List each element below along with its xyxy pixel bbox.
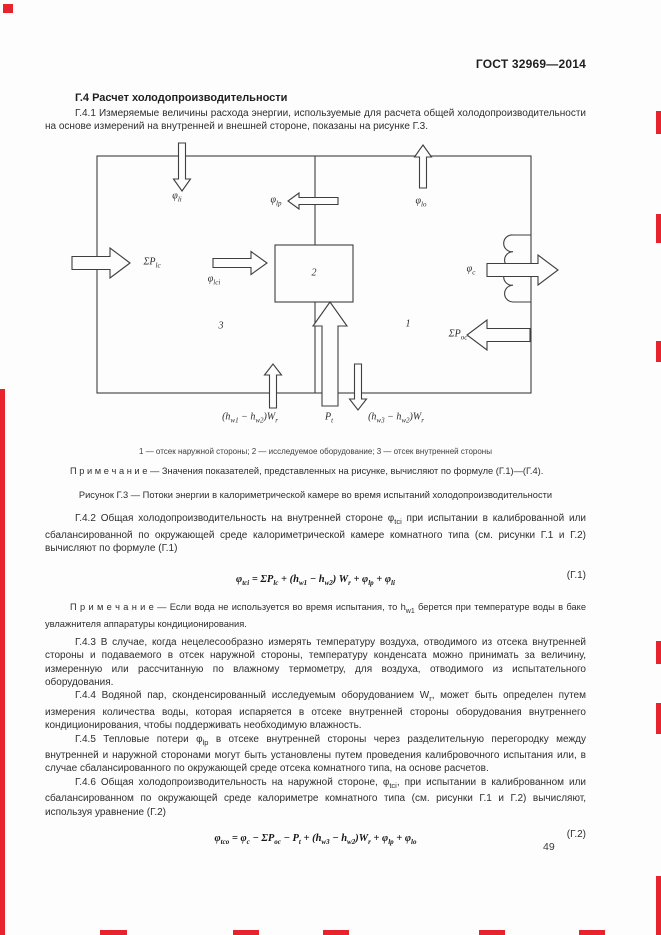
label-zone-1: 1 xyxy=(405,318,411,330)
formula-g2 xyxy=(45,828,586,846)
paragraph-g4-1: Г.4.1 Измеряемые величины расхода энергии, используемые для расчета общей холодопроизводительности на основе измерений на внутренней и внешней стороне, показаны на рисунке Г.3. xyxy=(45,108,586,133)
arrow-phi-li xyxy=(174,143,191,191)
arrow-sum-p-oc xyxy=(467,320,530,350)
figure-g3-diagram xyxy=(0,140,661,435)
formula-g1 xyxy=(45,569,586,587)
section-title: Г.4 Расчет холодопроизводительности xyxy=(75,92,288,104)
label-water-in: $(h_{w1} - h_{w2})W_r$ xyxy=(222,411,278,425)
energy-flow-diagram xyxy=(0,140,661,435)
label-p-t: $P_t$ xyxy=(324,411,334,425)
red-bottom-edge-mark xyxy=(479,930,505,935)
red-right-edge-mark xyxy=(656,111,661,134)
figure-note: П р и м е ч а н и е — Значения показателей, представленных на рисунке, вычисляют по формуле (Г.1)—(Г.4). xyxy=(70,465,544,476)
label-water-out: $(h_{w3} - h_{w2})W_r$ xyxy=(368,411,424,425)
arrow-phi-lo xyxy=(415,145,432,188)
arrow-water-in xyxy=(265,364,282,408)
page-number: 49 xyxy=(543,841,555,853)
red-bottom-edge-mark xyxy=(100,930,127,935)
red-right-edge-mark xyxy=(656,214,661,243)
label-sum-p-oc: $\Sigma P_{oc}$ xyxy=(448,328,468,342)
formula-g1-expression: $\varphi_{tci} = \Sigma P_{lc} + (h_{w1} - h_{w2}) W_r + \varphi_{lp} + \varphi_{li}$ xyxy=(236,573,395,587)
arrow-phi-lci xyxy=(213,251,267,274)
label-phi-lp: $\varphi_{lp}$ xyxy=(270,194,282,208)
formula-g2-expression: $\varphi_{tco} = \varphi_c - \Sigma P_{oc} - P_t + (h_{w3} - h_{w2})W_r + \varphi_{lp} + \varphi_{lo}$ xyxy=(214,833,417,847)
label-sum-p-lc: $\Sigma P_{lc}$ xyxy=(143,256,161,270)
red-bottom-edge-mark xyxy=(579,930,605,935)
label-zone-3: 3 xyxy=(218,320,224,332)
paragraph-g4-2: Г.4.2 Общая холодопроизводительность на внутренней стороне $\varphi_{tci}$ при испытании в калиброванной или сбалансированной по окружающей среде калориметрической камере комнатного типа (см. рисунки Г.1 и Г.2) вычисляют по формуле (Г.1) xyxy=(45,513,586,555)
formula-g2-number: (Г.2) xyxy=(566,829,586,841)
paragraph-g4-4: Г.4.4 Водяной пар, сконденсированный исследуемым оборудованием $W_r$, может быть определен путем измерения количества воды, которая испаряется в отсеке внутренней стороны оборудования внутреннего кондиционирования, чтобы поддерживать необходимую влажность. xyxy=(45,690,586,732)
arrow-water-out xyxy=(350,364,367,410)
note-water: П р и м е ч а н и е — Если вода не используется во время испытания, то $h_{w1}$ берется при температуре воды в баке увлажнителя аппаратуры кондиционирования. xyxy=(45,601,586,630)
label-phi-lo: $\varphi_{lo}$ xyxy=(415,195,427,209)
paragraph-g4-3: Г.4.3 В случае, когда нецелесообразно измерять температуру воздуха, отводимого из отсека внутренней стороны и подаваемого в отсек наружной стороны, температуру конденсата можно принимать за величину, измеренную или рассчитанную по влажному термометру, для воздуха, отводимого из испытательного оборудования. xyxy=(45,636,586,688)
red-corner-mark xyxy=(3,4,13,13)
arrow-phi-lp xyxy=(288,193,338,209)
label-phi-li: $\varphi_{li}$ xyxy=(172,190,182,204)
red-right-edge-mark xyxy=(656,341,661,362)
paragraph-g4-5: Г.4.5 Тепловые потери $\varphi_{lp}$ в отсеке внутренней стороны через разделительную перегородку между внутренней и наружной сторонами могут быть установлены путем проведения калибровочного испытания или, в случае сбалансированного по окружающей среде отсека комнатного типа, на основе расчетов. xyxy=(45,733,586,775)
figure-legend: 1 — отсек наружной стороны; 2 — исследуемое оборудование; 3 — отсек внутренней стороны xyxy=(139,446,492,456)
figure-caption: Рисунок Г.3 — Потоки энергии в калориметрической камере во время испытаний холодопроизводительности xyxy=(78,490,553,501)
red-bottom-edge-mark xyxy=(323,930,349,935)
red-right-edge-mark xyxy=(656,641,661,664)
red-right-edge-mark xyxy=(656,876,661,935)
formula-g1-number: (Г.1) xyxy=(566,569,586,581)
red-bottom-edge-mark xyxy=(233,930,259,935)
red-left-edge-mark xyxy=(0,389,5,935)
paragraph-g4-6: Г.4.6 Общая холодопроизводительность на наружной стороне, $\varphi_{tci}$, при испытании в калиброванном или сбалансированном по окружающей среде калориметре комнатного типа (см. рисунки Г.1 и Г.2) вычисляют, используя уравнение (Г.2) xyxy=(45,776,586,818)
label-equipment-2: 2 xyxy=(311,267,317,279)
document-code: ГОСТ 32969—2014 xyxy=(475,57,586,71)
red-right-edge-mark xyxy=(656,703,661,734)
arrow-p-t xyxy=(313,302,347,406)
arrow-phi-c xyxy=(487,255,558,285)
label-phi-lci: $\varphi_{lci}$ xyxy=(207,273,221,287)
label-phi-c: $\varphi_c$ xyxy=(466,263,476,277)
arrow-sum-p-lc xyxy=(72,248,130,278)
